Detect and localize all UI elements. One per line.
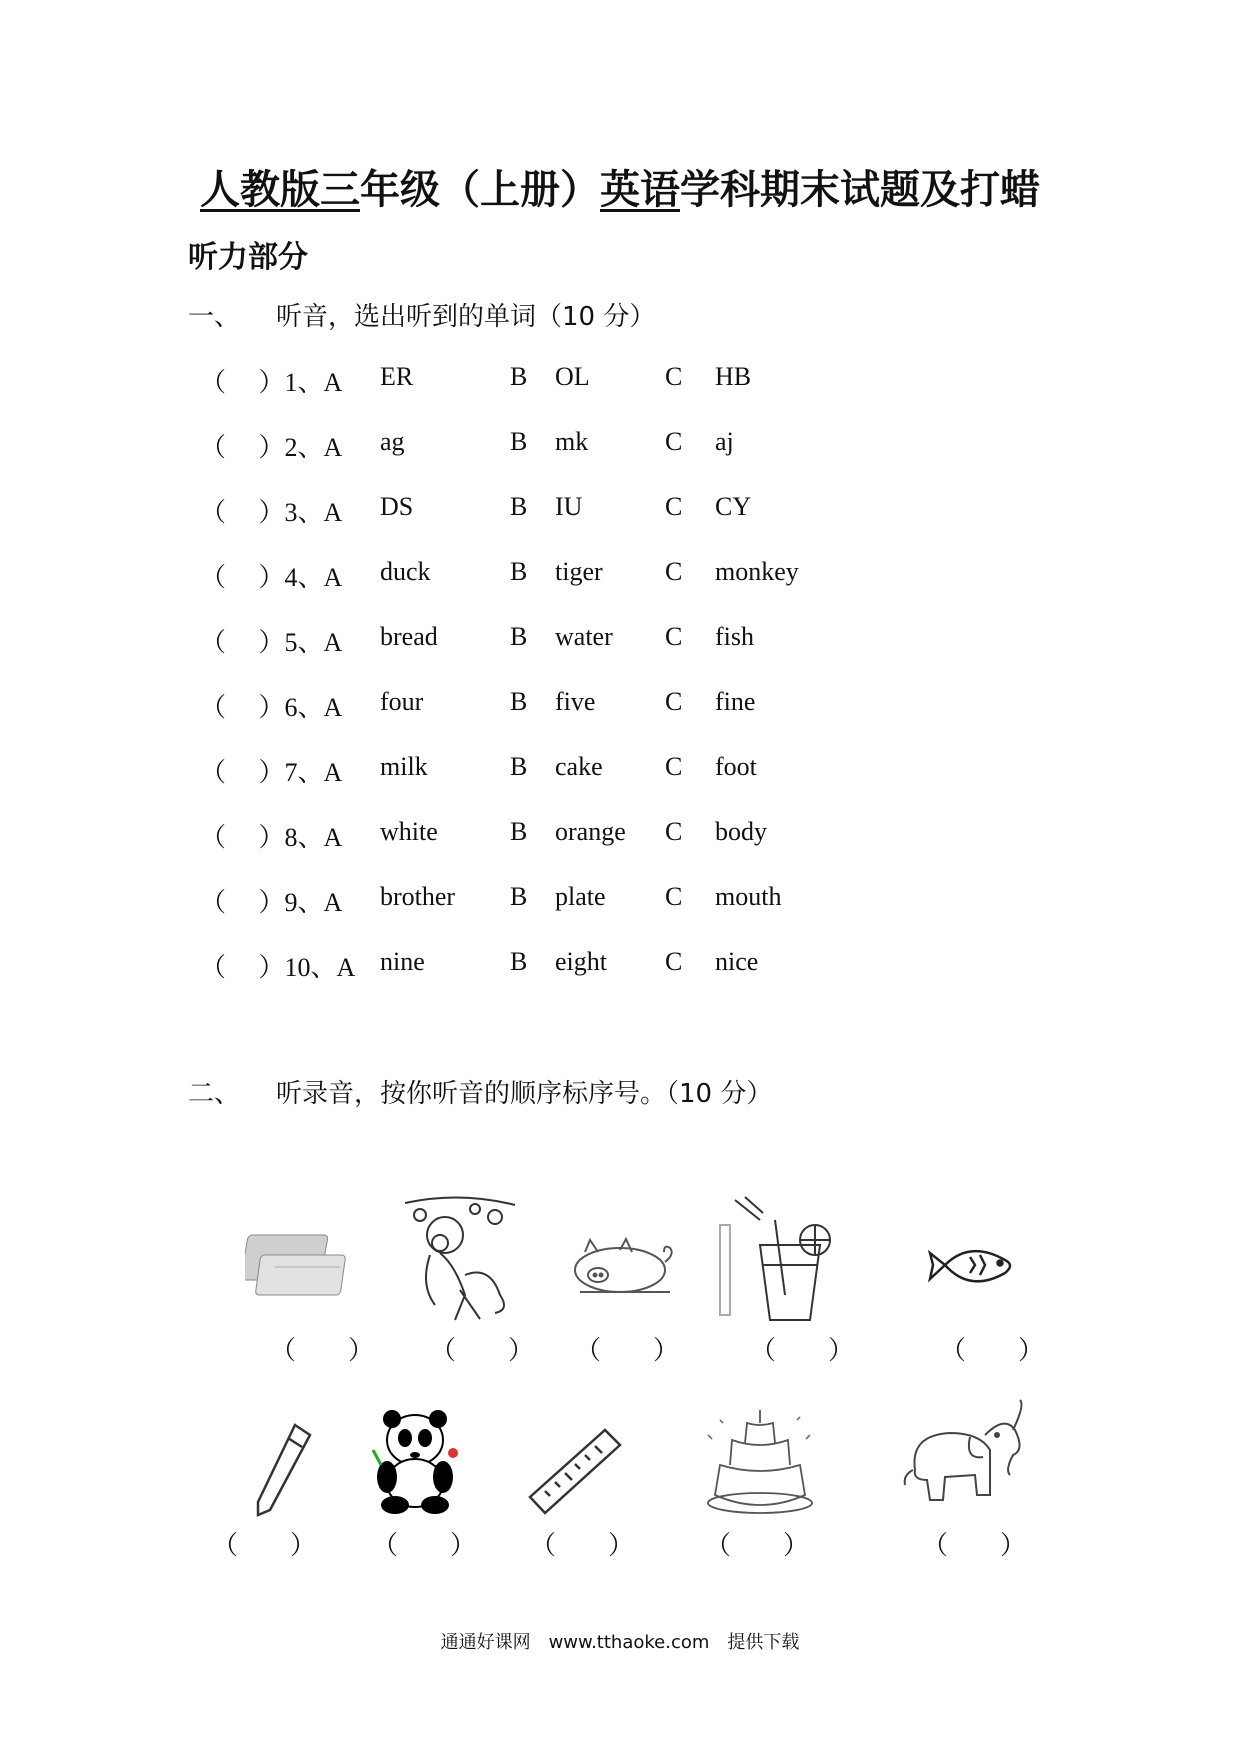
question-1-text: 听音，选出听到的单词（10 分） — [276, 302, 656, 332]
option-c: monkey — [715, 557, 799, 586]
option-b-letter: B — [510, 557, 528, 586]
option-b: orange — [555, 817, 626, 846]
option-b: five — [555, 687, 596, 716]
row-label[interactable]: （ ）2、A — [200, 433, 343, 462]
pencil-box-icon — [245, 1225, 355, 1305]
option-a: white — [380, 817, 438, 846]
option-a: ag — [380, 427, 405, 456]
option-b-letter: B — [510, 492, 528, 521]
option-c: HB — [715, 362, 752, 391]
option-c: nice — [715, 947, 759, 976]
option-a: bread — [380, 622, 438, 651]
option-b-letter: B — [510, 362, 528, 391]
row-label[interactable]: （ ）3、A — [200, 498, 343, 527]
option-c-letter: C — [665, 947, 683, 976]
answer-paren-4[interactable]: （ ） — [750, 1336, 855, 1366]
option-b: IU — [555, 492, 583, 521]
option-a: nine — [380, 947, 425, 976]
footer-credit: 通通好课网 www.tthaoke.com 提供下载 — [440, 1632, 800, 1653]
option-c-letter: C — [665, 427, 683, 456]
answer-paren-9[interactable]: （ ） — [705, 1531, 810, 1561]
option-c: mouth — [715, 882, 782, 911]
option-c: fine — [715, 687, 756, 716]
option-a: brother — [380, 882, 456, 911]
option-c-letter: C — [665, 362, 683, 391]
option-b: mk — [555, 427, 589, 456]
panda-icon — [365, 1405, 465, 1515]
question-2-heading — [188, 1073, 772, 1110]
juice-icon — [715, 1195, 835, 1325]
option-a: duck — [380, 557, 431, 586]
title-part4: 学科期末试题及打蜡 — [680, 167, 1040, 213]
option-a: ER — [380, 362, 414, 391]
option-c-letter: C — [665, 492, 683, 521]
answer-paren-5[interactable]: （ ） — [940, 1336, 1045, 1366]
option-b: cake — [555, 752, 603, 781]
answer-paren-6[interactable]: （ ） — [212, 1531, 317, 1561]
option-b: tiger — [555, 557, 603, 586]
row-label[interactable]: （ ）5、A — [200, 628, 343, 657]
page-title — [0, 158, 1240, 215]
option-c: fish — [715, 622, 754, 651]
option-b-letter: B — [510, 687, 528, 716]
row-label[interactable]: （ ）10、A — [200, 953, 356, 982]
answer-paren-1[interactable]: （ ） — [270, 1336, 375, 1366]
title-part3: 英语 — [600, 167, 680, 213]
answer-paren-8[interactable]: （ ） — [530, 1531, 635, 1561]
pig-icon — [560, 1230, 680, 1300]
question-2-number: 二、 — [188, 1079, 241, 1109]
section-heading: 听力部分 — [188, 240, 308, 275]
option-c: CY — [715, 492, 752, 521]
monkey-icon — [400, 1195, 520, 1325]
question-1-heading — [188, 296, 655, 333]
option-b-letter: B — [510, 427, 528, 456]
answer-paren-3[interactable]: （ ） — [575, 1336, 680, 1366]
option-b: water — [555, 622, 613, 651]
ruler-icon — [525, 1425, 625, 1515]
option-b: eight — [555, 947, 607, 976]
option-c: body — [715, 817, 767, 846]
row-label[interactable]: （ ）9、A — [200, 888, 343, 917]
answer-paren-7[interactable]: （ ） — [372, 1531, 477, 1561]
option-c: foot — [715, 752, 757, 781]
fish-icon — [925, 1235, 1020, 1295]
row-label[interactable]: （ ）1、A — [200, 368, 343, 397]
option-b-letter: B — [510, 752, 528, 781]
elephant-icon — [895, 1395, 1035, 1515]
cake-icon — [700, 1405, 820, 1515]
option-c-letter: C — [665, 817, 683, 846]
title-part2: 年级（上册） — [360, 167, 600, 213]
answer-paren-2[interactable]: （ ） — [430, 1336, 535, 1366]
option-c: aj — [715, 427, 734, 456]
option-b: OL — [555, 362, 590, 391]
option-c-letter: C — [665, 687, 683, 716]
row-label[interactable]: （ ）7、A — [200, 758, 343, 787]
option-c-letter: C — [665, 557, 683, 586]
option-c-letter: C — [665, 752, 683, 781]
answer-paren-10[interactable]: （ ） — [922, 1531, 1027, 1561]
option-c-letter: C — [665, 882, 683, 911]
option-a: DS — [380, 492, 414, 521]
option-b-letter: B — [510, 817, 528, 846]
option-c-letter: C — [665, 622, 683, 651]
option-b-letter: B — [510, 947, 528, 976]
row-label[interactable]: （ ）6、A — [200, 693, 343, 722]
title-part1: 人教版三 — [200, 167, 360, 213]
pencil-icon — [250, 1420, 320, 1520]
question-2-text: 听录音，按你听音的顺序标序号。（10 分） — [276, 1079, 773, 1109]
question-1-number: 一、 — [188, 302, 241, 332]
option-b-letter: B — [510, 882, 528, 911]
option-b-letter: B — [510, 622, 528, 651]
option-b: plate — [555, 882, 606, 911]
row-label[interactable]: （ ）4、A — [200, 563, 343, 592]
row-label[interactable]: （ ）8、A — [200, 823, 343, 852]
option-a: milk — [380, 752, 428, 781]
option-a: four — [380, 687, 424, 716]
